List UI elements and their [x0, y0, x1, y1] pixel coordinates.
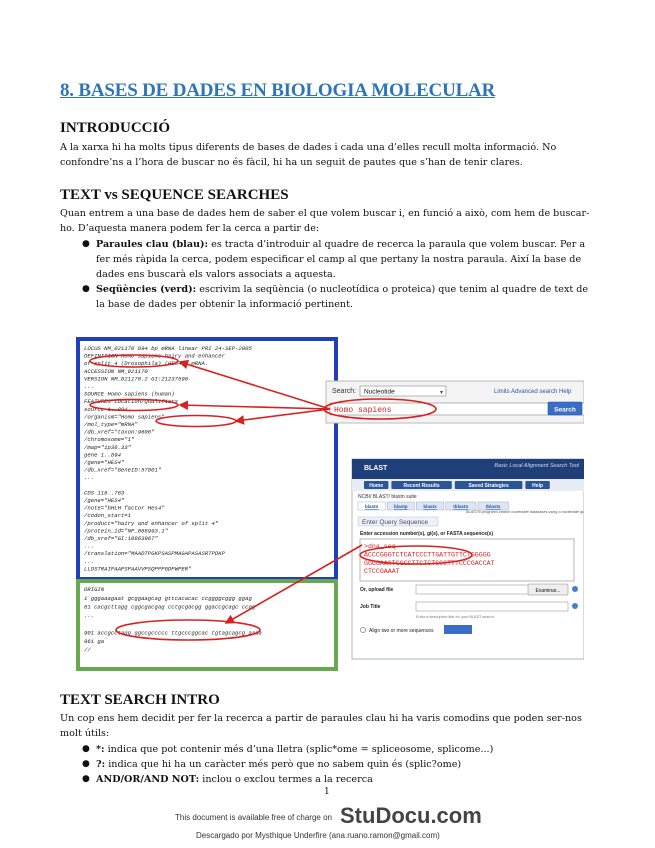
genbank-line: ... — [84, 557, 95, 565]
search-button-label: Search — [554, 406, 576, 414]
list-item — [80, 757, 600, 772]
help-icon[interactable] — [572, 603, 578, 609]
genbank-line: LOCUS NM_021170 894 bp mRNA linear PRI 24-SEP-2005 — [84, 345, 252, 352]
genbank-line: /gene="HES4" — [84, 497, 125, 504]
genbank-line: /db_xref="GI:10863967" — [84, 535, 158, 542]
blast-note: BLASTN programs search nucleotide databases using a nucleotide query — [466, 510, 584, 514]
align-label: Align two or more sequences — [369, 628, 434, 634]
help-icon[interactable] — [572, 586, 578, 592]
text-vs-line: ho. D’aquesta manera podem fer la cerca a partir de: — [60, 223, 320, 234]
studocu-logo[interactable]: StuDocu.com — [340, 803, 482, 828]
genbank-line: /protein_id="NP_066993.1" — [84, 527, 168, 535]
intro-paragraph — [60, 140, 600, 170]
upload-label: Or, upload file — [360, 587, 394, 593]
genbank-line: /db_xref="GeneID:57801" — [84, 466, 162, 474]
blast-tagline: Basic Local Alignment Search Tool — [494, 463, 579, 469]
align-checkbox[interactable] — [360, 627, 365, 632]
page-number: 1 — [324, 787, 330, 797]
database-search-figure — [74, 333, 584, 673]
list-item — [80, 772, 600, 787]
origin-line: 901 accgcctagg ggccgccccc ttgcccggcac tgtagcagcg aaaa — [84, 629, 262, 637]
bullet-text: fer més ràpida la cerca, podem especificar el camp al que pertany la nostra paraula. Així la base de — [96, 254, 582, 265]
text-vs-paragraph — [60, 206, 605, 236]
job-title-hint: Enter a descriptive title for your BLAST search — [416, 615, 494, 619]
text-vs-heading: TEXT vs SEQUENCE SEARCHES — [60, 187, 289, 203]
blast-nav-label: Home — [369, 483, 384, 489]
blast-nav-label: Help — [532, 483, 544, 489]
text-search-heading: TEXT SEARCH INTRO — [60, 692, 220, 708]
genbank-line: ... — [84, 542, 95, 550]
bullet-text: dades ens buscarà els valors associats a aquesta. — [96, 269, 336, 280]
bullet-text: es tracta d’introduir al quadre de recerca la paraula que volem buscar. Per a — [208, 239, 586, 250]
genbank-line: /codon_start=1 — [84, 512, 131, 520]
blast-submit-bar — [444, 625, 472, 634]
text-vs-line: Quan entrem a una base de dades hem de saber el que volem buscar i, en funció a això, com hem de buscar- — [60, 208, 590, 219]
genbank-line: CDS 116..763 — [84, 489, 125, 497]
genbank-line: source 1..894 — [84, 405, 128, 413]
page-title: 8. BASES DE DADES EN BIOLOGIA MOLECULAR — [60, 80, 496, 101]
text-search-line: molt útils: — [60, 728, 110, 739]
genbank-line: /map="1p36.33" — [84, 443, 131, 451]
intro-heading: INTRODUCCIÓ — [60, 120, 171, 136]
blast-nav-label: Saved Strategies — [468, 483, 509, 489]
enter-query-heading: Enter Query Sequence — [362, 519, 429, 526]
genbank-line: /db_xref="taxon:9606" — [84, 428, 155, 436]
bullet-text: indica que pot contenir més d’una lletra (splic*ome = spliceosome, splicome...) — [104, 744, 494, 755]
blast-tabs — [358, 502, 508, 510]
genbank-line: of split 4 (Drosophila) (HES4), mRNA. — [84, 360, 209, 368]
origin-line: ... — [84, 612, 95, 620]
genbank-line: ACCESSION NM_021170 — [84, 367, 148, 375]
footer-downloaded: Descargado por Mysthique Underfire (ana.ruano.ramon@gmail.com) — [196, 831, 440, 840]
bullet-icon: ● — [82, 759, 90, 769]
genbank-line: /mol_type="mRNA" — [84, 421, 138, 428]
database-select-value: Nucleotide — [364, 388, 395, 396]
search-label: Search: — [332, 388, 357, 395]
origin-line: 961 ga — [84, 638, 105, 645]
bullet-text: escrivim la seqüència (o nucleotídica o proteica) que tenim al quadre de text de — [196, 284, 589, 295]
bullet-icon: ● — [82, 239, 90, 249]
genbank-line: /organism="Homo sapiens" — [84, 413, 165, 421]
bullet-text: inclou o exclou termes a la recerca — [199, 774, 373, 785]
blast-nav — [364, 481, 550, 489]
figure-svg — [74, 333, 584, 673]
genbank-line: DEFINITION Homo sapiens hairy and enhancer — [84, 352, 225, 360]
text-search-line: Un cop ens hem decidit per fer la recerca a partir de paraules clau hi ha varis comodins que poden ser-nos — [60, 713, 582, 724]
sequence-line: CTCCGAAAT — [364, 568, 400, 576]
bullet-strong: *: — [96, 744, 105, 755]
upload-input[interactable] — [416, 585, 536, 594]
bullet-icon: ● — [82, 284, 90, 294]
bullet-icon: ● — [82, 744, 90, 754]
intro-line: confondre’ns a l’hora de buscar no és fàcil, hi ha un seguit de pautes que s’han de tenir clares. — [60, 157, 523, 168]
bullet-icon: ● — [82, 774, 90, 784]
blast-logo: BLAST — [364, 465, 388, 472]
bullet-strong: ?: — [96, 759, 106, 770]
breadcrumb: NCBI/ BLAST/ blastn suite — [358, 494, 417, 500]
genbank-line: LLDSTRAIPAAPSPAAVVPSQPPPGDPWPER" — [84, 565, 192, 573]
origin-line: // — [84, 646, 91, 654]
genbank-line: /gene="HES4" — [84, 459, 125, 466]
search-links[interactable]: Limits Advanced search Help — [494, 389, 572, 395]
bullet-strong: Seqüències (verd): — [96, 284, 197, 295]
genbank-line: /chromosome="1" — [84, 436, 135, 444]
footer-available: This document is available free of charge on — [175, 813, 332, 822]
chevron-down-icon: ▾ — [440, 389, 444, 396]
search-query: Homo sapiens — [334, 406, 392, 415]
tab-label: blastn — [364, 504, 379, 509]
genbank-line: /note="bHLH factor Hes4" — [84, 504, 165, 512]
tab-label: tblastx — [485, 504, 501, 509]
genbank-line: /translation="MAADTPGKPSASPMAGAPASASRTPDKP — [84, 550, 225, 558]
genbank-line: SOURCE Homo sapiens (human) — [84, 390, 175, 398]
list-item — [80, 742, 600, 757]
origin-line: 1 gggaaagaat gcggaagcag gttcacacac ccggggcggg ggag — [84, 595, 252, 602]
job-title-label: Job Title — [360, 604, 381, 610]
genbank-line: ... — [84, 474, 95, 482]
genbank-line: /product="hairy and enhancer of split 4" — [84, 519, 219, 527]
list-item — [80, 282, 600, 312]
text-search-paragraph — [60, 711, 605, 741]
sequence-line: ACCCGGGTCTCATCCCTTGATTGTTCTGGGGG — [364, 551, 491, 559]
blast-nav-label: Recent Results — [403, 483, 440, 489]
sequence-line: GGGGAACTCGCCTTCTCTGCCTTTCCCGACCAT — [364, 559, 495, 567]
sequence-line: >dna_seq — [364, 543, 396, 550]
bullet-strong: Paraules clau (blau): — [96, 239, 209, 250]
genbank-line: FEATURES Location/Qualifiers — [84, 398, 178, 406]
genbank-line: VERSION NM_021170.2 GI:21237596 — [84, 375, 189, 383]
search-type-list — [80, 237, 600, 312]
bullet-text: indica que hi ha un caràcter més però que no sabem quin és (splic?ome) — [105, 759, 462, 770]
intro-line: A la xarxa hi ha molts tipus diferents de bases de dades i cada una d’elles recull molta informació. No — [60, 142, 557, 153]
genbank-line: gene 1..894 — [84, 451, 121, 459]
genbank-line: ... — [84, 383, 95, 390]
list-item — [80, 237, 600, 282]
origin-label: ORIGIN — [84, 586, 105, 593]
tab-label: blastx — [423, 504, 437, 509]
browse-button-label: Examinar... — [535, 588, 561, 594]
job-title-input[interactable] — [416, 602, 568, 611]
origin-line: 61 cacgcttagg cggcgacgag cctgcgacgg ggaccgcagc ccgg — [84, 603, 256, 611]
tab-label: blastp — [394, 504, 408, 509]
bullet-strong: AND/OR/AND NOT: — [96, 774, 200, 785]
bullet-text: la base de dades per obtenir la informació pertinent. — [96, 299, 354, 310]
accession-label: Enter accession number(s), gi(s), or FASTA sequence(s) — [360, 531, 494, 537]
tab-label: tblastn — [453, 504, 469, 509]
wildcard-list — [80, 742, 600, 787]
